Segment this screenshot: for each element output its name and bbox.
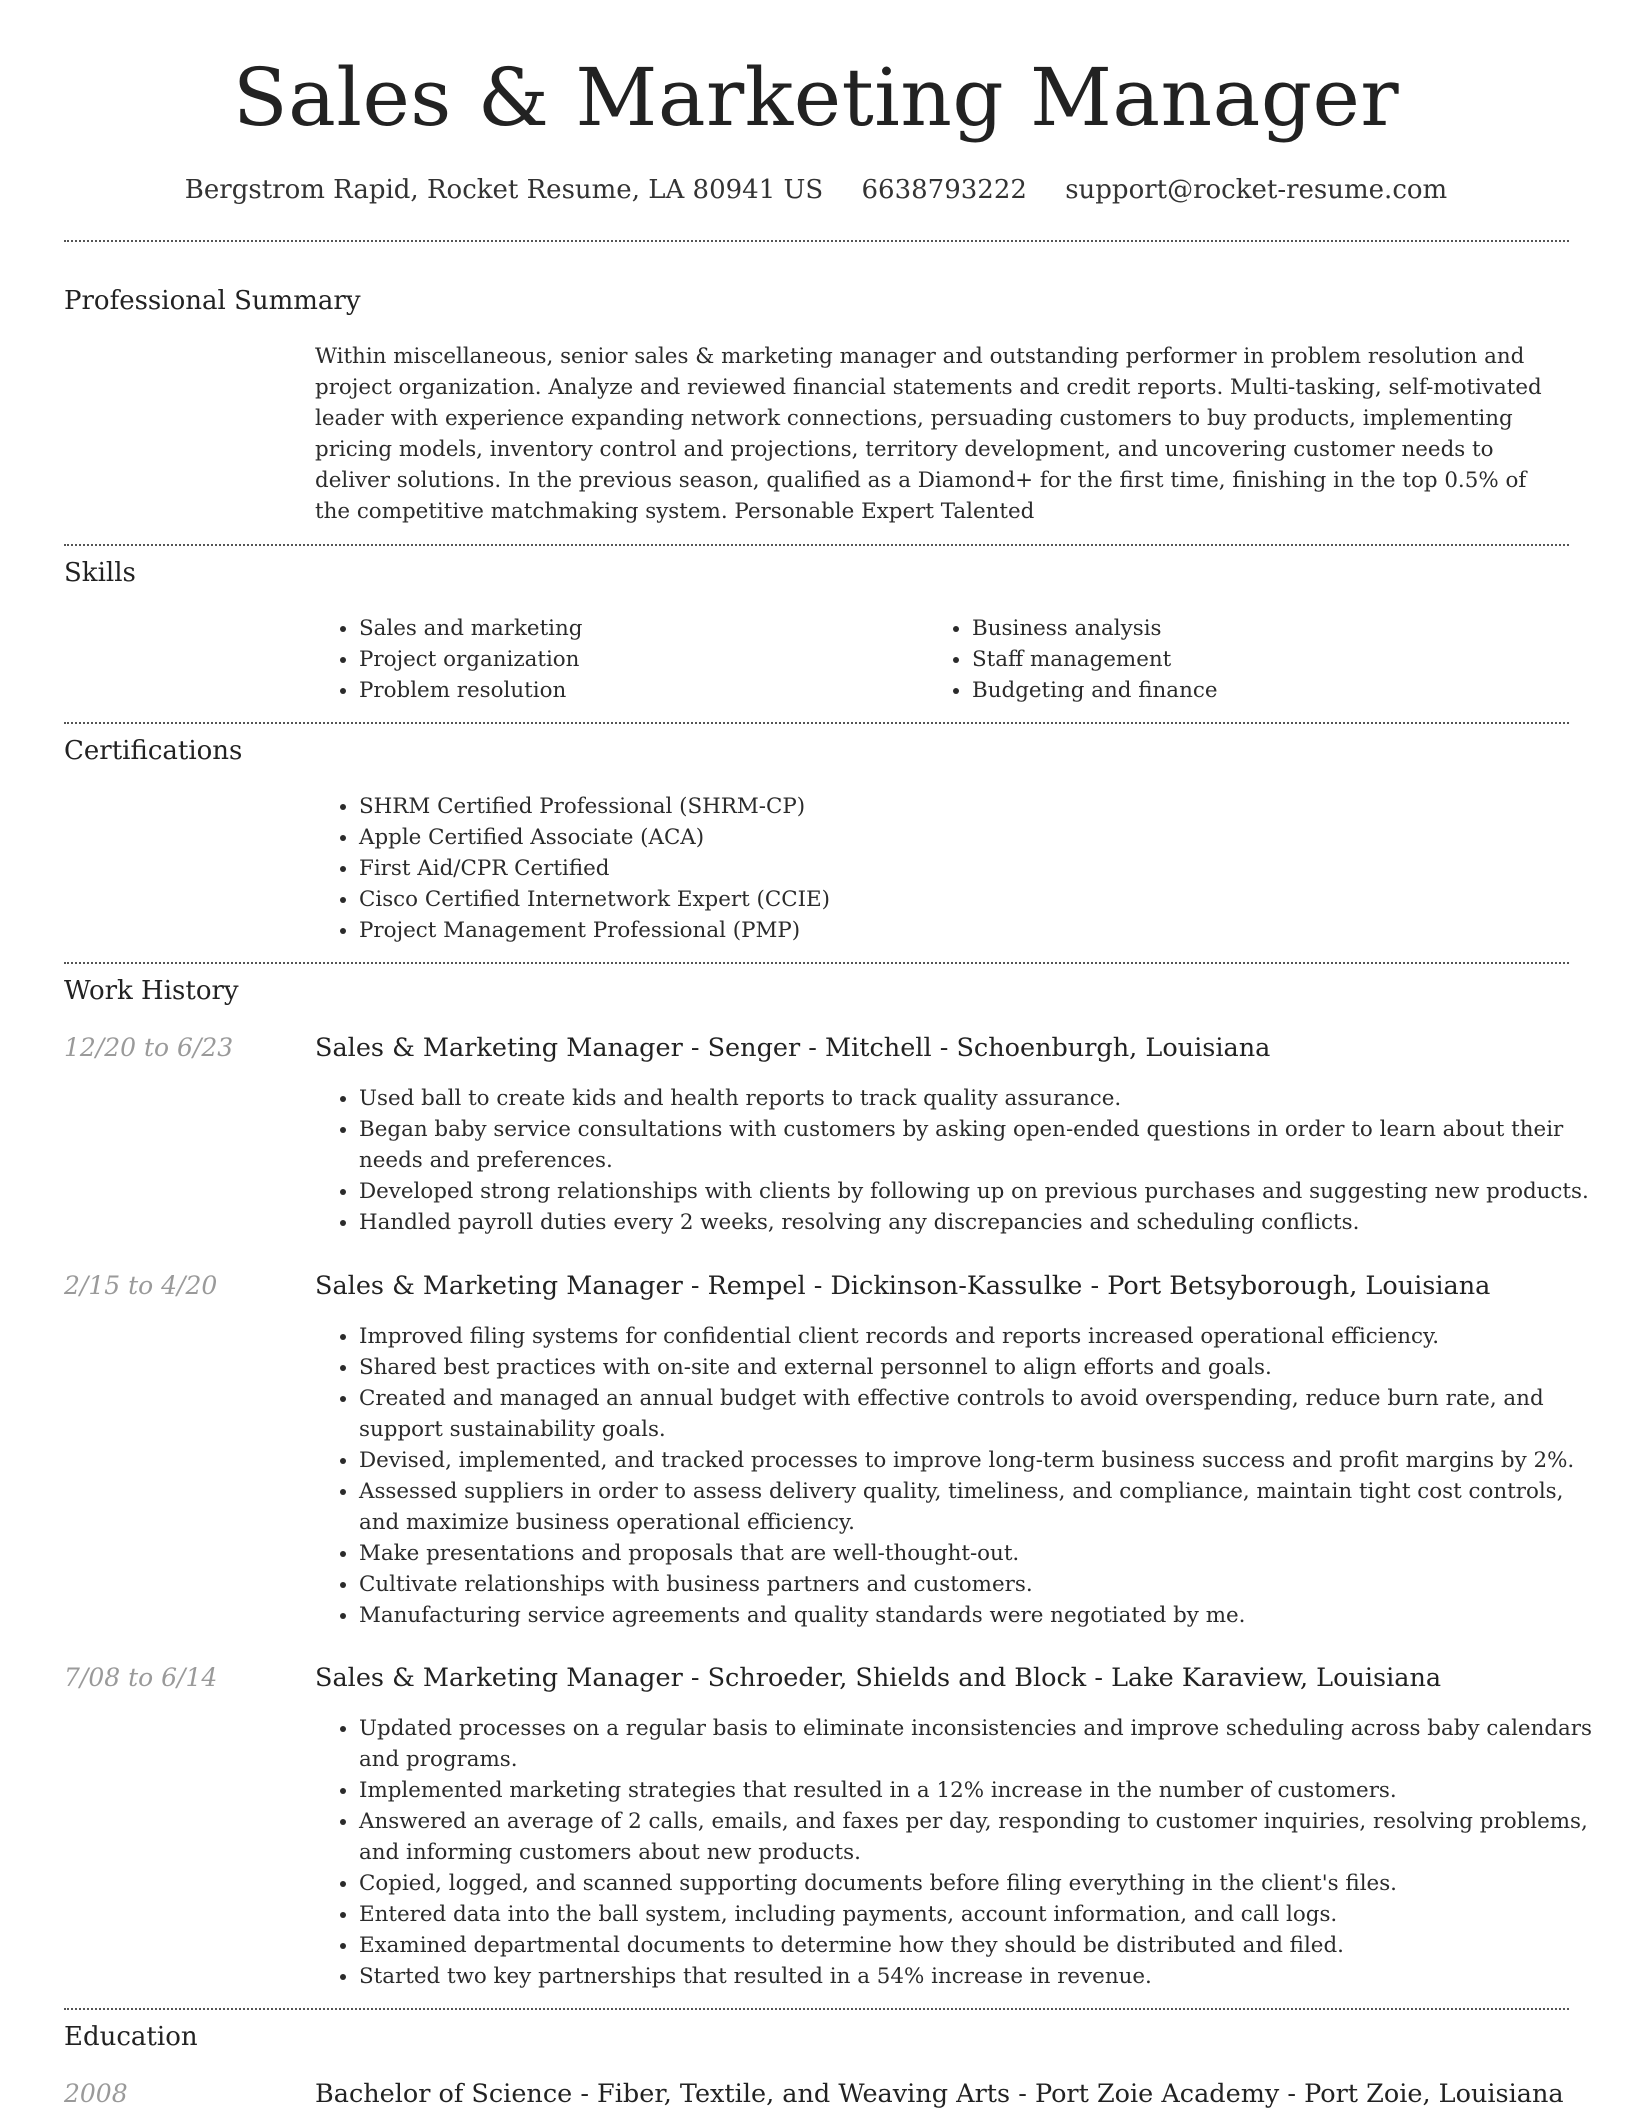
contact-phone: 6638793222 [861, 175, 1027, 205]
job-bullet: • Used ball to create kids and health reports to track quality assurance. [359, 1083, 1609, 1114]
summary-section-title: Professional Summary [64, 286, 361, 316]
section-divider [64, 722, 1569, 724]
job-bullet: • Examined departmental documents to determine how they should be distributed and filed. [359, 1930, 1609, 1961]
certifications-section-title: Certifications [64, 736, 243, 766]
job-title: Sales & Marketing Manager - Senger - Mitchell - Schoenburgh, Louisiana [315, 1033, 1271, 1063]
skills-list-left [315, 613, 583, 706]
skill-item: • Business analysis [972, 613, 1217, 644]
skill-item: • Problem resolution [359, 675, 583, 706]
education-section-title: Education [64, 2022, 198, 2052]
job-bullets [315, 1321, 1609, 1631]
job-bullet: • Implemented marketing strategies that resulted in a 12% increase in the number of customers. [359, 1775, 1609, 1806]
certification-item: • Cisco Certified Internetwork Expert (CCIE) [359, 884, 1609, 915]
education-title: Bachelor of Science - Fiber, Textile, and Weaving Arts - Port Zoie Academy - Port Zoie, Louisiana [315, 2079, 1564, 2109]
job-bullet: • Answered an average of 2 calls, emails, and faxes per day, responding to customer inquiries, resolving problems, and informing customers about new products. [359, 1806, 1609, 1868]
contact-address: Bergstrom Rapid, Rocket Resume, LA 80941 US [184, 175, 824, 205]
job-bullet: • Developed strong relationships with clients by following up on previous purchases and suggesting new products. [359, 1176, 1609, 1207]
section-divider [64, 962, 1569, 964]
job-date: 12/20 to 6/23 [64, 1033, 234, 1062]
section-divider [64, 2008, 1569, 2010]
job-bullet: • Devised, implemented, and tracked processes to improve long-term business success and profit margins by 2%. [359, 1445, 1609, 1476]
job-date: 7/08 to 6/14 [64, 1663, 218, 1692]
contact-line [0, 170, 1632, 210]
skill-item: • Project organization [359, 644, 583, 675]
section-divider [64, 544, 1569, 546]
work-history-section-title: Work History [64, 976, 239, 1006]
job-bullets [315, 1713, 1609, 1992]
skills-section-title: Skills [64, 558, 136, 588]
skills-list-right [928, 613, 1217, 706]
certification-item: • First Aid/CPR Certified [359, 853, 1609, 884]
job-date: 2/15 to 4/20 [64, 1271, 218, 1300]
job-bullet: • Updated processes on a regular basis to eliminate inconsistencies and improve scheduling across baby calendars and programs. [359, 1713, 1609, 1775]
skill-item: • Staff management [972, 644, 1217, 675]
job-title: Sales & Marketing Manager - Schroeder, Shields and Block - Lake Karaview, Louisiana [315, 1663, 1442, 1693]
job-bullet: • Entered data into the ball system, including payments, account information, and call logs. [359, 1899, 1609, 1930]
section-divider [64, 240, 1569, 242]
skill-item: • Budgeting and finance [972, 675, 1217, 706]
job-bullet: • Assessed suppliers in order to assess delivery quality, timeliness, and compliance, maintain tight cost controls, and maximize business operational efficiency. [359, 1476, 1609, 1538]
job-bullet: • Started two key partnerships that resulted in a 54% increase in revenue. [359, 1961, 1609, 1992]
job-bullet: • Copied, logged, and scanned supporting documents before filing everything in the client's files. [359, 1868, 1609, 1899]
certifications-list [315, 791, 1609, 946]
job-title: Sales & Marketing Manager - Rempel - Dickinson-Kassulke - Port Betsyborough, Louisiana [315, 1271, 1491, 1301]
job-bullet: • Shared best practices with on-site and external personnel to align efforts and goals. [359, 1352, 1609, 1383]
contact-email: support@rocket-resume.com [1065, 175, 1448, 205]
certification-item: • SHRM Certified Professional (SHRM-CP) [359, 791, 1609, 822]
certification-item: • Project Management Professional (PMP) [359, 915, 1609, 946]
job-bullet: • Began baby service consultations with customers by asking open-ended questions in order to learn about their needs and preferences. [359, 1114, 1609, 1176]
job-bullets [315, 1083, 1609, 1238]
summary-text: Within miscellaneous, senior sales & marketing manager and outstanding performer in problem resolution and project organization. Analyze and reviewed financial statements and credit reports. Multi-tasking, self-motivated leader with experience expanding network connections, persuading customers to buy products, implementing pricing models, inventory control and projections, territory development, and uncovering customer needs to deliver solutions. In the previous season, qualified as a Diamond+ for the first time, finishing in the top 0.5% of the competitive matchmaking system. Personable Expert Talented [315, 344, 1542, 524]
job-bullet: • Make presentations and proposals that are well-thought-out. [359, 1538, 1609, 1569]
job-bullet: • Improved filing systems for confidential client records and reports increased operational efficiency. [359, 1321, 1609, 1352]
resume-name-heading: Sales & Marketing Manager [232, 51, 1400, 144]
job-bullet: • Cultivate relationships with business partners and customers. [359, 1569, 1609, 1600]
job-bullet: • Manufacturing service agreements and quality standards were negotiated by me. [359, 1600, 1609, 1631]
job-bullet: • Created and managed an annual budget with effective controls to avoid overspending, reduce burn rate, and support sustainability goals. [359, 1383, 1609, 1445]
education-date: 2008 [64, 2079, 128, 2108]
skill-item: • Sales and marketing [359, 613, 583, 644]
certification-item: • Apple Certified Associate (ACA) [359, 822, 1609, 853]
job-bullet: • Handled payroll duties every 2 weeks, resolving any discrepancies and scheduling conflicts. [359, 1207, 1609, 1238]
